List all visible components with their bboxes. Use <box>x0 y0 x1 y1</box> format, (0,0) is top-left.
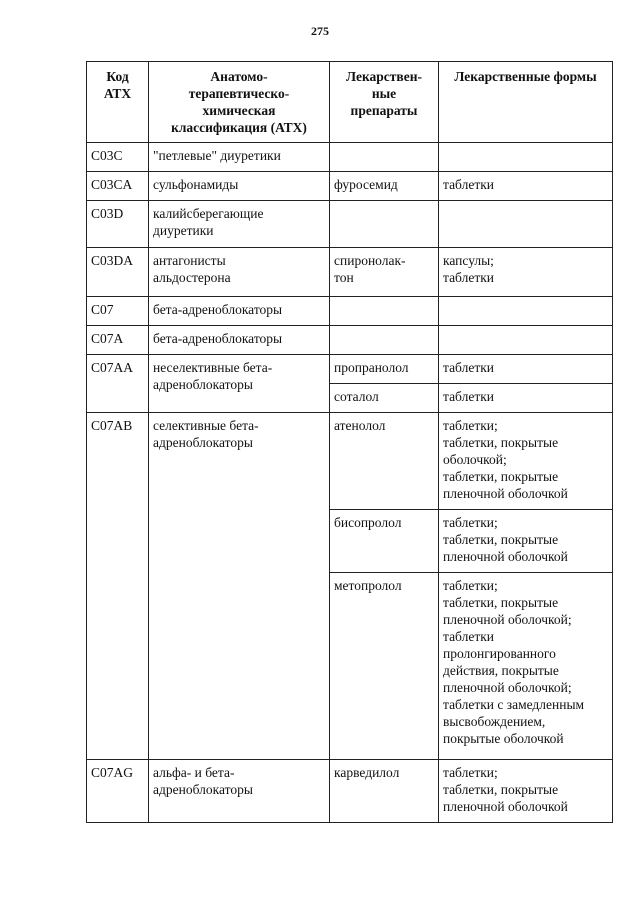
cell-forms: таблетки <box>439 355 613 384</box>
cell-drug: атенолол <box>330 413 439 510</box>
cell-drug: бисопролол <box>330 510 439 573</box>
cell-class: бета-адреноблокаторы <box>149 297 330 326</box>
cell-forms: таблетки; таблетки, покрытые оболочкой; таблетки, покрытые пленочной оболочкой <box>439 413 613 510</box>
table-header-row <box>87 62 613 143</box>
cell-forms: таблетки; таблетки, покрытые пленочной оболочкой <box>439 510 613 573</box>
cell-class: сульфонамиды <box>149 172 330 201</box>
cell-drug <box>330 143 439 172</box>
table-row <box>87 172 613 201</box>
cell-class: альфа- и бета- адреноблокаторы <box>149 760 330 823</box>
cell-forms <box>439 297 613 326</box>
cell-drug: метопролол <box>330 573 439 760</box>
cell-drug: карведилол <box>330 760 439 823</box>
cell-code: C07 <box>87 297 149 326</box>
table-row <box>87 326 613 355</box>
table-row <box>87 201 613 248</box>
cell-code: C03DA <box>87 248 149 297</box>
table-row <box>87 297 613 326</box>
cell-drug: фуросемид <box>330 172 439 201</box>
cell-forms: капсулы; таблетки <box>439 248 613 297</box>
cell-code: C07AA <box>87 355 149 413</box>
cell-forms: таблетки <box>439 384 613 413</box>
cell-code: C03D <box>87 201 149 248</box>
cell-code: C07AB <box>87 413 149 760</box>
cell-drug: пропранолол <box>330 355 439 384</box>
cell-drug: спиронолак- тон <box>330 248 439 297</box>
cell-drug <box>330 297 439 326</box>
cell-forms <box>439 143 613 172</box>
header-code: Код АТХ <box>87 62 149 143</box>
cell-class: селективные бета- адреноблокаторы <box>149 413 330 760</box>
cell-drug <box>330 201 439 248</box>
cell-forms: таблетки; таблетки, покрытые пленочной оболочкой; таблетки пролонгированного действия, покрытые пленочной оболочкой; таблетки с замедленным высвобождением, покрытые оболочкой <box>439 573 613 760</box>
table-row <box>87 760 613 823</box>
cell-drug: соталол <box>330 384 439 413</box>
cell-forms: таблетки <box>439 172 613 201</box>
cell-code: C07A <box>87 326 149 355</box>
table-row <box>87 413 613 510</box>
cell-forms <box>439 326 613 355</box>
cell-class: "петлевые" диуретики <box>149 143 330 172</box>
cell-class: антагонисты альдостерона <box>149 248 330 297</box>
table-row <box>87 248 613 297</box>
cell-forms <box>439 201 613 248</box>
cell-code: C07AG <box>87 760 149 823</box>
cell-drug <box>330 326 439 355</box>
table-row <box>87 143 613 172</box>
cell-code: C03CA <box>87 172 149 201</box>
header-drugs: Лекарствен- ные препараты <box>330 62 439 143</box>
page-number: 275 <box>311 24 329 38</box>
cell-class: неселективные бета- адреноблокаторы <box>149 355 330 413</box>
cell-forms: таблетки; таблетки, покрытые пленочной оболочкой <box>439 760 613 823</box>
cell-code: C03C <box>87 143 149 172</box>
table-row <box>87 355 613 384</box>
header-forms: Лекарственные формы <box>439 62 613 143</box>
cell-class: калийсберегающие диуретики <box>149 201 330 248</box>
cell-class: бета-адреноблокаторы <box>149 326 330 355</box>
header-classification: Анатомо- терапевтическо- химическая классификация (АТХ) <box>149 62 330 143</box>
atx-table <box>86 61 613 823</box>
